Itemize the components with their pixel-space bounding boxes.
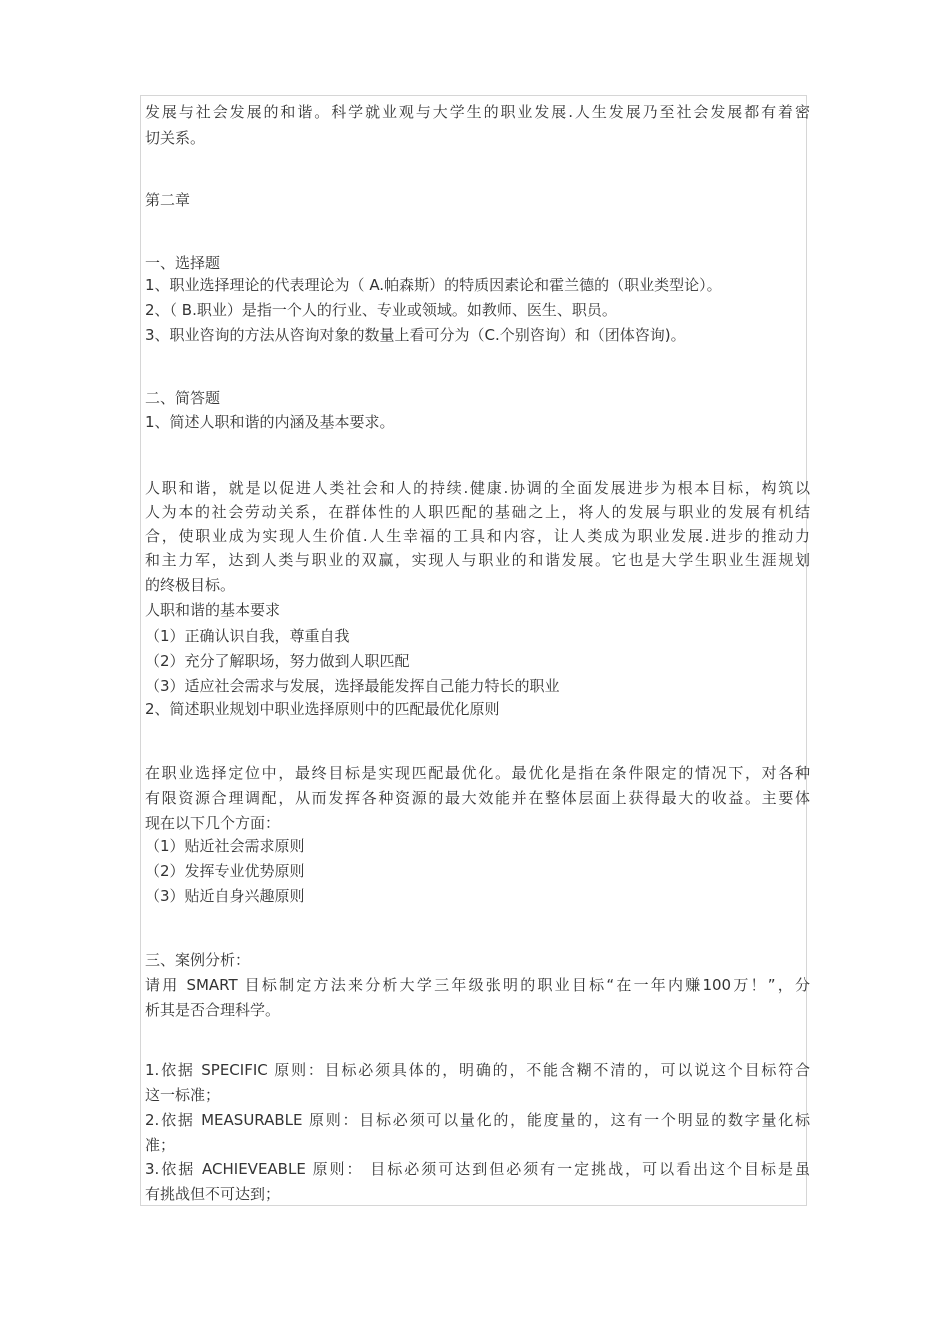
case-answer-line: 有挑战但不可达到； — [145, 1185, 281, 1203]
answer-paragraph-line: 的终极目标。 — [145, 576, 236, 594]
case-answer-line: 3.依据 ACHIEVEABLE 原则： 目标必须可达到但必须有一定挑战，可以看出这个目标是虽 — [145, 1160, 810, 1178]
answer-paragraph-line: 和主力军，达到人类与职业的双赢，实现人与职业的和谐发展。它也是大学生职业生涯规划 — [145, 551, 810, 569]
short-question: 1、简述人职和谐的内涵及基本要求。 — [145, 413, 395, 431]
case-answer-line: 1.依据 SPECIFIC 原则：目标必须具体的，明确的，不能含糊不清的，可以说这个目标符合 — [145, 1061, 810, 1079]
answer-paragraph-line: 现在以下几个方面： — [145, 814, 281, 832]
requirement-item: （3）适应社会需求与发展，选择最能发挥自己能力特长的职业 — [145, 677, 560, 695]
chapter-title: 第二章 — [145, 191, 191, 209]
principle-item: （3）贴近自身兴趣原则 — [145, 887, 305, 905]
case-answer-line: 2.依据 MEASURABLE 原则：目标必须可以量化的，能度量的，这有一个明显的数字量化标 — [145, 1111, 810, 1129]
principle-item: （2）发挥专业优势原则 — [145, 862, 305, 880]
answer-paragraph-line: 人职和谐，就是以促进人类社会和人的持续.健康.协调的全面发展进步为根本目标，构筑以 — [145, 479, 810, 497]
choice-question: 3、职业咨询的方法从咨询对象的数量上看可分为（C.个别咨询）和（团体咨询)。 — [145, 326, 686, 344]
answer-paragraph-line: 合，使职业成为实现人生价值.人生幸福的工具和内容，让人类成为职业发展.进步的推动力 — [145, 527, 810, 545]
choice-question: 2、（ B.职业）是指一个人的行业、专业或领域。如教师、医生、职员。 — [145, 301, 617, 319]
intro-line: 切关系。 — [145, 129, 206, 147]
section-heading-choice: 一、选择题 — [145, 254, 221, 272]
answer-paragraph-line: 人为本的社会劳动关系，在群体性的人职匹配的基础之上，将人的发展与职业的发展有机结 — [145, 503, 810, 521]
intro-line: 发展与社会发展的和谐。科学就业观与大学生的职业发展.人生发展乃至社会发展都有着密 — [145, 103, 810, 121]
answer-paragraph-line: 在职业选择定位中，最终目标是实现匹配最优化。最优化是指在条件限定的情况下，对各种 — [145, 764, 810, 782]
answer-paragraph-line: 有限资源合理调配，从而发挥各种资源的最大效能并在整体层面上获得最大的收益。主要体 — [145, 789, 810, 807]
case-prompt-line: 请用 SMART 目标制定方法来分析大学三年级张明的职业目标“在一年内赚100万！”，分 — [145, 976, 810, 994]
choice-question: 1、职业选择理论的代表理论为（ A.帕森斯）的特质因素论和霍兰德的（职业类型论）。 — [145, 276, 722, 294]
requirement-item: （1）正确认识自我，尊重自我 — [145, 627, 350, 645]
case-answer-line: 这一标准； — [145, 1086, 221, 1104]
section-heading-case: 三、案例分析： — [145, 951, 251, 969]
requirement-item: （2）充分了解职场，努力做到人职匹配 — [145, 652, 410, 670]
case-prompt-line: 析其是否合理科学。 — [145, 1001, 281, 1019]
principle-item: （1）贴近社会需求原则 — [145, 837, 305, 855]
requirements-title: 人职和谐的基本要求 — [145, 601, 281, 619]
section-heading-short-answer: 二、简答题 — [145, 389, 221, 407]
case-answer-line: 准； — [145, 1136, 176, 1154]
short-question: 2、简述职业规划中职业选择原则中的匹配最优化原则 — [145, 700, 500, 718]
